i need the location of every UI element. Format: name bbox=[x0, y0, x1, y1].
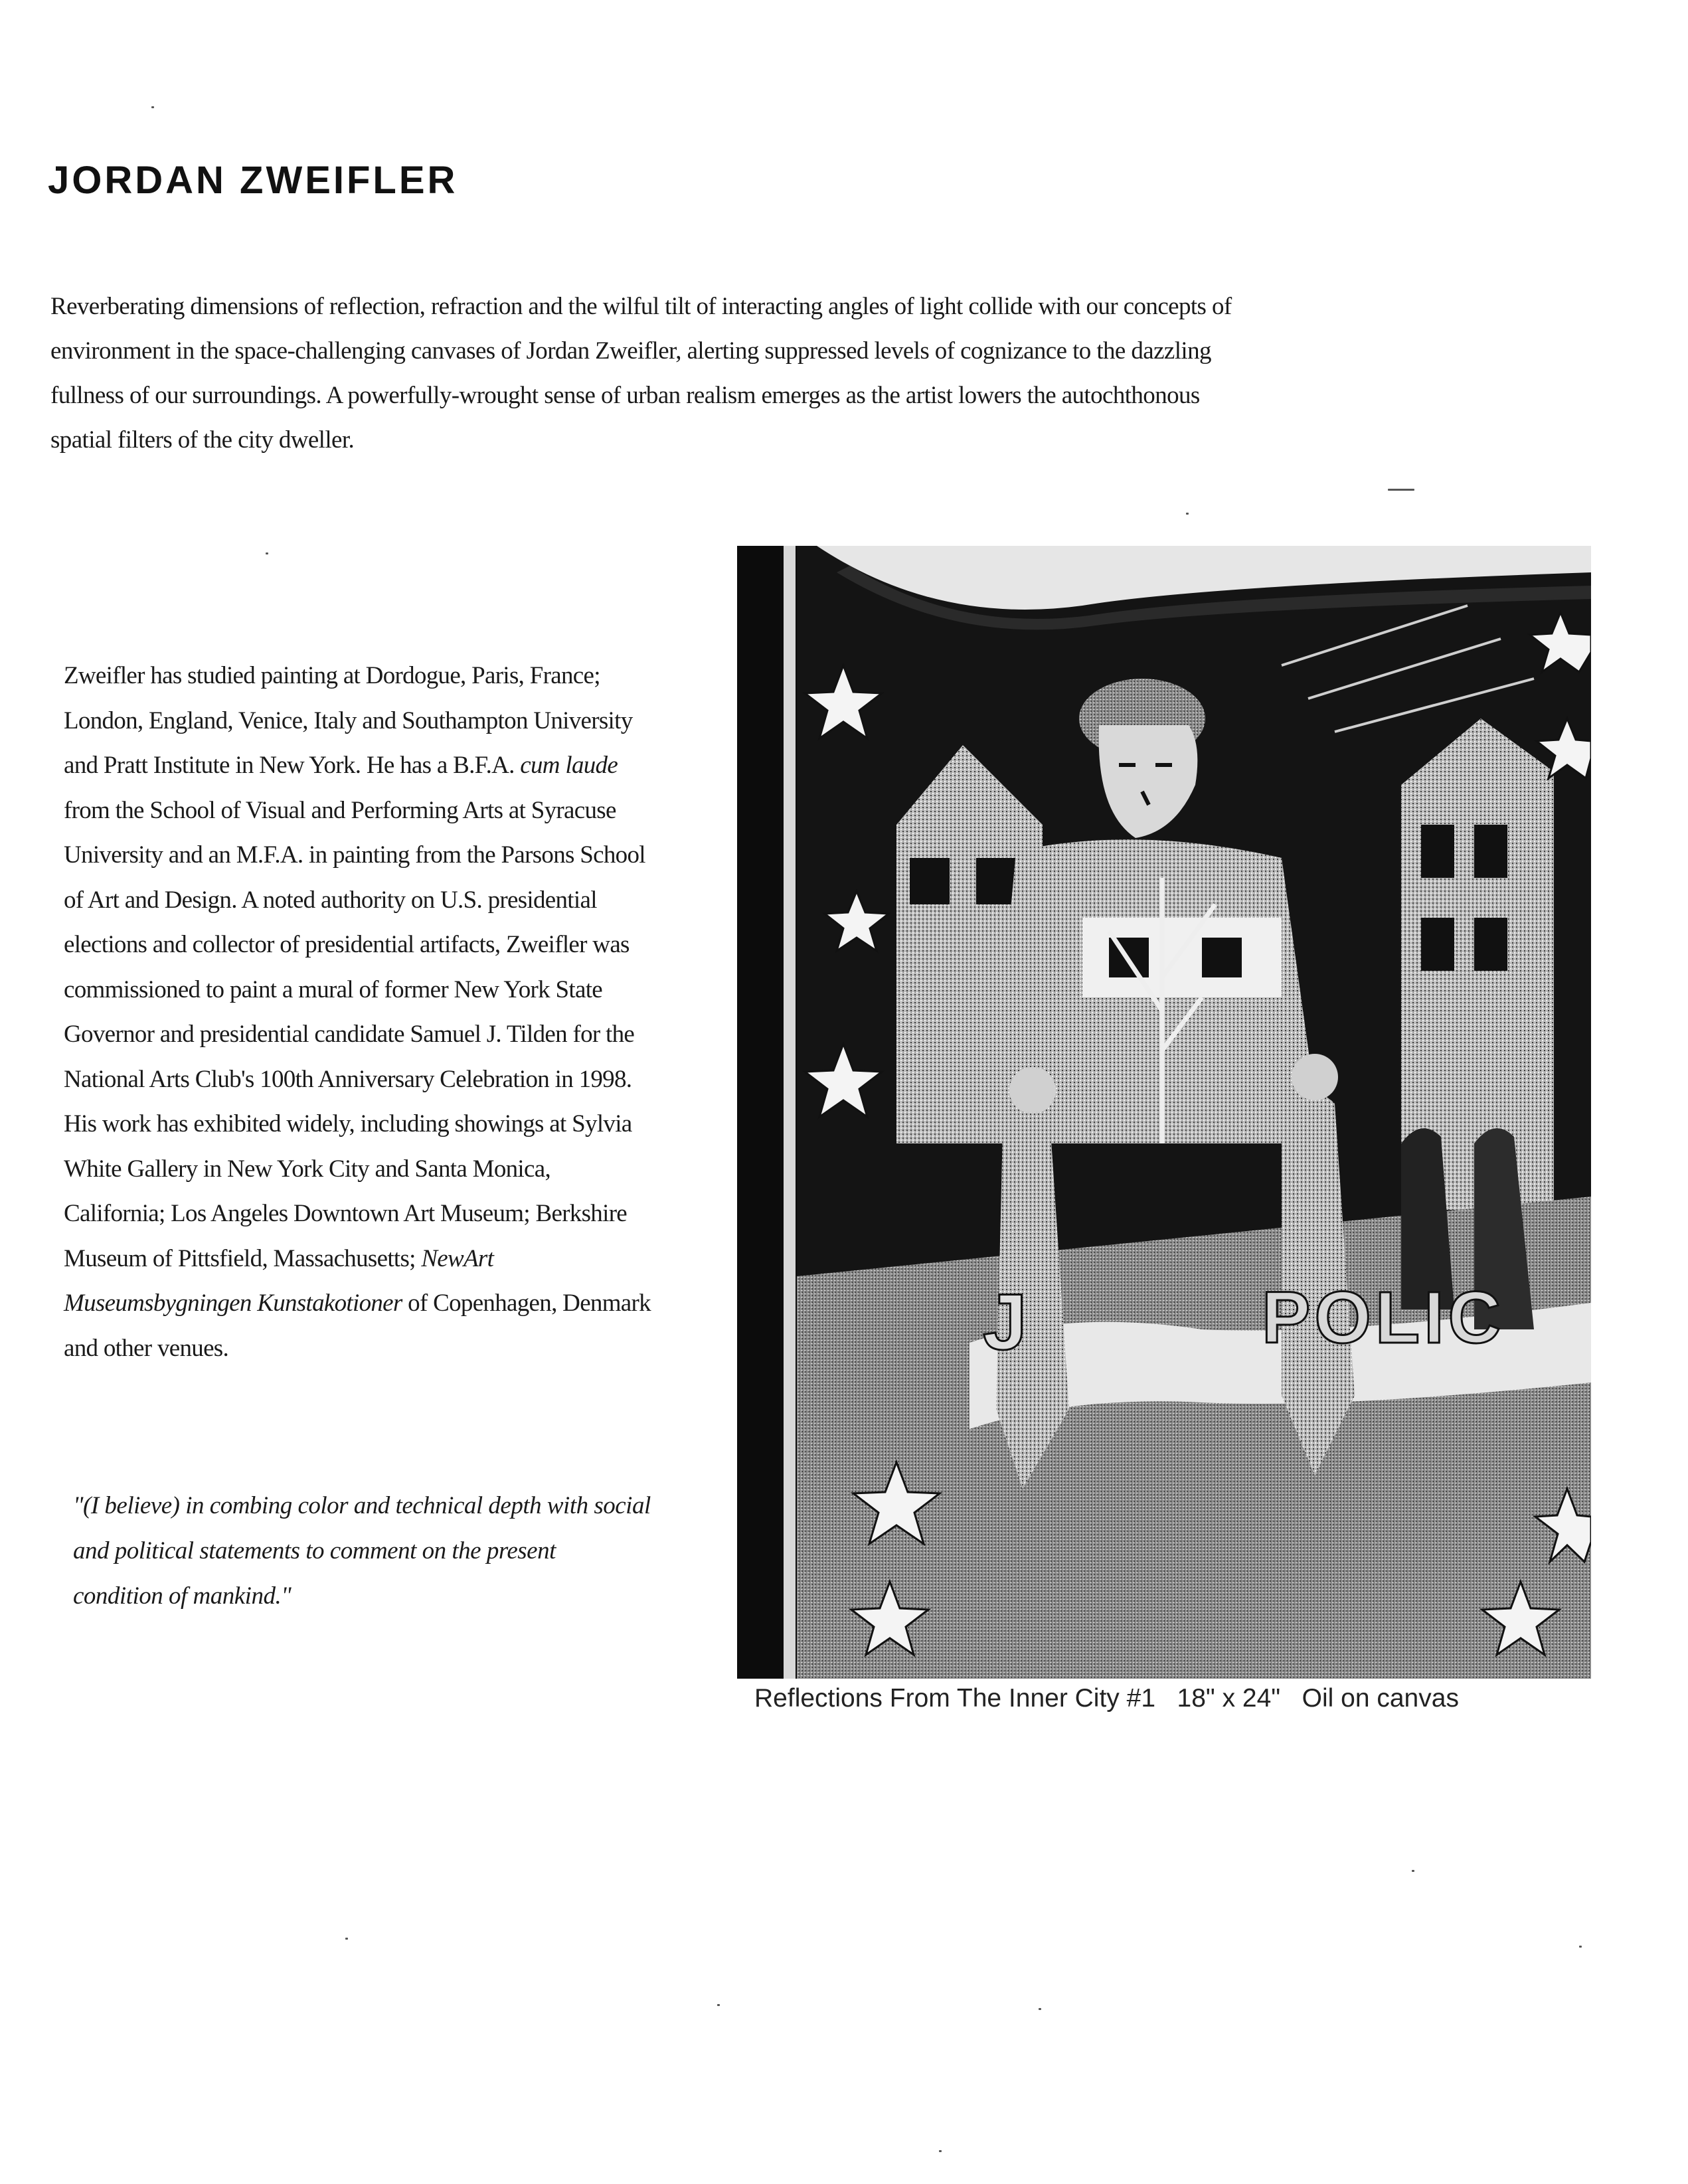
painting-caption: Reflections From The Inner City #1 18" x 24" Oil on canvas bbox=[754, 1684, 1459, 1713]
scan-speck bbox=[151, 106, 154, 108]
scan-speck bbox=[1388, 489, 1414, 491]
scan-speck bbox=[1412, 1870, 1414, 1872]
painting-sign-right: POLIC bbox=[1262, 1277, 1505, 1359]
scan-speck bbox=[1186, 513, 1189, 515]
scan-speck bbox=[345, 1938, 348, 1940]
scan-speck bbox=[1039, 2008, 1041, 2010]
scan-speck bbox=[1579, 1946, 1582, 1948]
intro-paragraph: Reverberating dimensions of reflection, refraction and the wilful tilt of interacting angles of light collide with our concepts of environment in the space-challenging canvases of Jordan Zweifler, alerting suppressed levels of cognizance to the dazzling fullness of our surroundings. A powerfully-wrought sense of urban realism emerges as the artist lowers the autochthonous spatial filters of the city dweller. bbox=[50, 293, 1232, 454]
venue-italic-text: NewArt Museumsbygningen Kunstakotioner bbox=[64, 1244, 494, 1317]
bio-paragraph bbox=[64, 653, 655, 1371]
scan-speck bbox=[717, 2004, 720, 2006]
painting-image bbox=[737, 546, 1591, 1679]
painting-sign-left: J bbox=[983, 1278, 1027, 1367]
bio-text-1: Zweifler has studied painting at Dordogue, Paris, France; London, England, Venice, Italy and Southampton University and Pratt Institute in New York. He has a B.F.A. bbox=[64, 662, 633, 779]
artist-quote: "(I believe) in combing color and technical depth with social and political statements to comment on the present condition of mankind." bbox=[73, 1492, 651, 1610]
painting-illustration bbox=[737, 546, 1591, 1679]
bio-text-2: from the School of Visual and Performing Arts at Syracuse University and an M.F.A. in painting from the Parsons School of Art and Design. A noted authority on U.S. presidential elections and collector of presidential artifacts, Zweifler was commissioned to paint a mural of former New York State Governor and presidential candidate Samuel J. Tilden for the National Arts Club's 100th Anniversary Celebration in 1998. His work has exhibited widely, including showings at Sylvia White Gallery in New York City and Santa Monica, California; Los Angeles Downtown Art Museum; Berkshire Museum of Pittsfield, Massachusetts; bbox=[64, 796, 645, 1272]
scan-speck bbox=[939, 2150, 942, 2152]
bio-text-3: of Copenhagen, Denmark and other venues. bbox=[64, 1290, 651, 1362]
scan-speck bbox=[266, 552, 268, 554]
cum-laude-text: cum laude bbox=[520, 752, 618, 779]
page-title: JORDAN ZWEIFLER bbox=[48, 159, 458, 202]
